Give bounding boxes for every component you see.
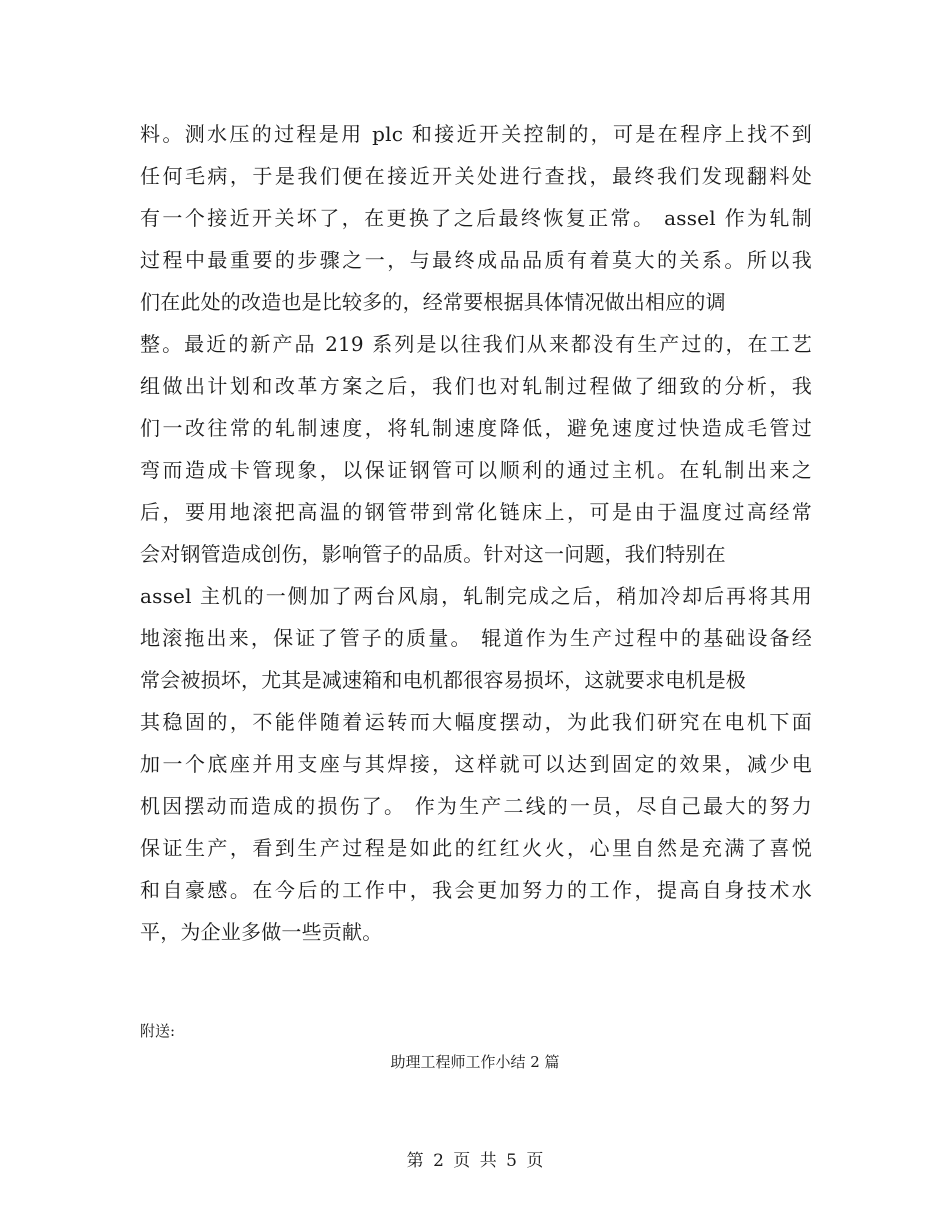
text-line: 和自豪感。在今后的工作中，我会更加努力的工作，提高自身技术水 [140, 878, 812, 902]
text-line: 常会被损坏，尤其是减速箱和电机都很容易损坏，这就要求电机是极 [140, 668, 746, 692]
appendix-title: 助理工程师工作小结 2 篇 [390, 1053, 560, 1071]
page-number-footer: 第 2 页 共 5 页 [406, 1151, 544, 1171]
text-line: 后，要用地滚把高温的钢管带到常化链床上，可是由于温度过高经常 [140, 500, 812, 524]
text-line: 任何毛病，于是我们便在接近开关处进行查找，最终我们发现翻料处 [140, 164, 812, 188]
text-line: 弯而造成卡管现象，以保证钢管可以顺利的通过主机。在轧制出来之 [140, 458, 812, 482]
text-line: 机因摆动而造成的损伤了。 作为生产二线的一员，尽自己最大的努力 [140, 794, 812, 818]
text-line: 整。最近的新产品 219 系列是以往我们从来都没有生产过的，在工艺 [140, 332, 812, 356]
text-line: 平，为企业多做一些贡献。 [140, 920, 383, 944]
text-line: 保证生产，看到生产过程是如此的红红火火，心里自然是充满了喜悦 [140, 836, 812, 860]
text-line: 地滚拖出来，保证了管子的质量。 辊道作为生产过程中的基础设备经 [140, 626, 812, 650]
text-line: 们一改往常的轧制速度，将轧制速度降低，避免速度过快造成毛管过 [140, 416, 812, 440]
body-paragraph [140, 113, 812, 953]
text-line: 们在此处的改造也是比较多的，经常要根据具体情况做出相应的调 [140, 290, 726, 314]
text-line: 过程中最重要的步骤之一，与最终成品品质有着莫大的关系。所以我 [140, 248, 812, 272]
text-line: 有一个接近开关坏了，在更换了之后最终恢复正常。 assel 作为轧制 [140, 206, 812, 230]
text-line: assel 主机的一侧加了两台风扇，轧制完成之后，稍加冷却后再将其用 [140, 584, 812, 608]
text-line: 其稳固的，不能伴随着运转而大幅度摆动，为此我们研究在电机下面 [140, 710, 812, 734]
text-line: 料。测水压的过程是用 plc 和接近开关控制的，可是在程序上找不到 [140, 122, 812, 146]
text-line: 会对钢管造成创伤，影响管子的品质。针对这一问题，我们特别在 [140, 542, 726, 566]
text-line: 组做出计划和改革方案之后，我们也对轧制过程做了细致的分析，我 [140, 374, 812, 398]
text-line: 加一个底座并用支座与其焊接，这样就可以达到固定的效果，减少电 [140, 752, 812, 776]
appendix-label: 附送: [140, 1022, 176, 1040]
